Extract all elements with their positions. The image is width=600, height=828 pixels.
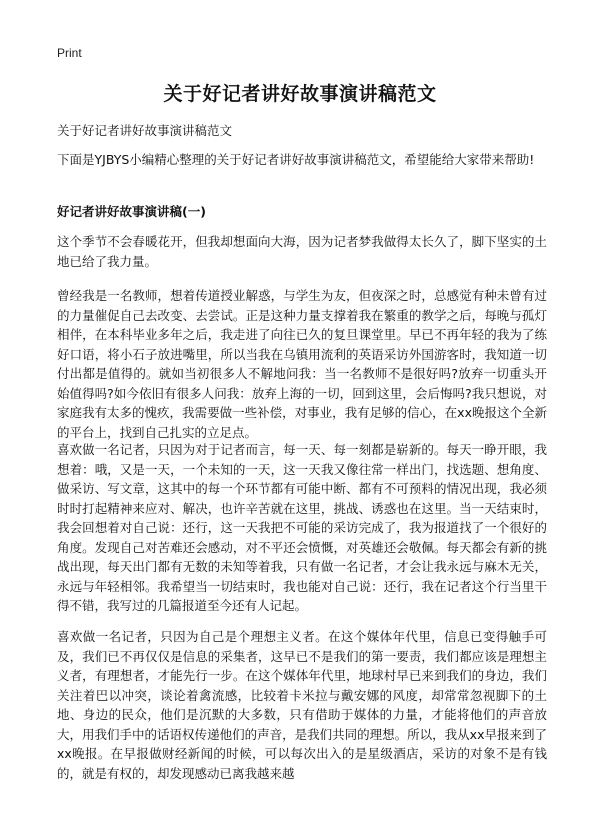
body-paragraph-2: 曾经我是一名教师，想着传道授业解惑，与学生为友，但夜深之时，总感觉有种未曾有过的力量催促自己去改变、去尝试。正是这种力量支撑着我在繁重的教学之后，每晚与孤灯相伴，在本科毕业多年之后，我走进了向往已久的复旦课堂里。早已不再年轻的我为了练好口语，将小石子放进嘴里，所以当我在乌镇用流利的英语采访外国游客时，我知道一切付出都是值得的。就如当初很多人不解地问我：当一名教师不是很好吗?放弃一切重头开始值得吗?如今依旧有很多人问我：放弃上海的一切，回到这里，会后悔吗?我只想说，对家庭我有太多的愧疚，我需要做一些补偿，对事业，我有足够的信心，在xx晚报这个全新的平台上，找到自己扎实的立足点。	[57, 288, 547, 440]
document-title: 关于好记者讲好故事演讲稿范文	[163, 83, 437, 105]
body-paragraph-3: 喜欢做一名记者，只因为对于记者而言，每一天、每一刻都是崭新的。每天一睁开眼，我想着：哦，又是一天，一个未知的一天，这一天我又像往常一样出门，找选题、想角度、做采访、写文章，这其中的每一个环节都有可能中断、都有不可预料的情况出现，我必须时时打起精神来应对、解决，也许辛苦就在这里，挑战、诱惑也在这里。当一天结束时，我会回想着对自己说：还行，这一天我把不可能的采访完成了，我为报道找了一个很好的角度。发现自己对苦难还会感动，对不平还会愤慨，对英雄还会敬佩。每天都会有新的挑战出现，每天出门都有无数的未知等着我，只有做一名记者，才会让我永远与麻木无关，永远与年轻相邻。我希望当一切结束时，我也能对自己说：还行，我在记者这个行当里干得不错，我写过的几篇报道至今还有人记起。	[57, 442, 547, 613]
body-paragraph-4: 喜欢做一名记者，只因为自己是个理想主义者。在这个媒体年代里，信息已变得触手可及，我们已不再仅仅是信息的采集者，这早已不是我们的第一要责，我们都应该是理想主义者，有理想者，才能先行一步。在这个媒体年代里，地球村早已来到我们的身边，我们关注着巴以冲突，谈论着禽流感，比较着卡米拉与戴安娜的风度，却常常忽视脚下的土地、身边的民众，他们是沉默的大多数，只有借助于媒体的力量，才能将他们的声音放大，用我们手中的话语权传递他们的声音，是我们共同的理想。所以，我从xx早报来到了xx晚报。在早报做财经新闻的时候，可以每次出入的是星级酒店，采访的对象不是有钱的，就是有权的，却发现感动已离我越来越	[57, 629, 547, 781]
section-heading: 好记者讲好故事演讲稿(一)	[57, 204, 206, 219]
document-subtitle: 关于好记者讲好故事演讲稿范文	[57, 123, 233, 138]
print-link[interactable]: Print	[57, 46, 82, 60]
intro-paragraph: 下面是YJBYS小编精心整理的关于好记者讲好故事演讲稿范文，希望能给大家带来帮助!	[57, 152, 535, 167]
body-paragraph-1: 这个季节不会春暖花开，但我却想面向大海，因为记者梦我做得太长久了，脚下坚实的土地已给了我力量。	[57, 234, 547, 269]
